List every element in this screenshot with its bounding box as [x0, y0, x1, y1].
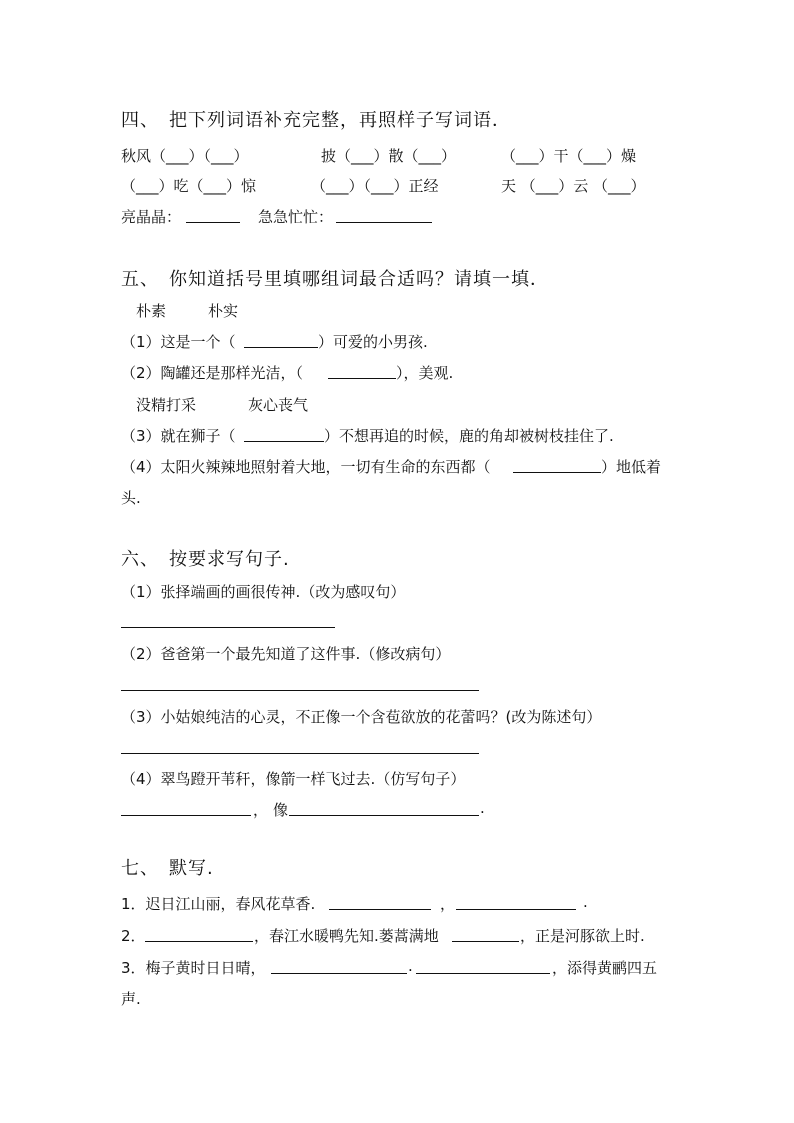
s5-q3-part-a: （3）就在狮子（ [121, 427, 236, 445]
s7-line3-dot: . [408, 957, 413, 975]
s5-q4-blank[interactable] [513, 472, 601, 473]
s4-row2-item2: （___）（___）正经 [311, 177, 439, 195]
s7-line3-blank-a[interactable] [271, 973, 407, 974]
s4-row2-item3: 天 （___）云 （___） [501, 177, 646, 195]
s6-q1: （1）张择端画的画很传神.（改为感叹句） [121, 583, 406, 601]
s5-q1-blank[interactable] [244, 347, 318, 348]
s6-q2-answer-line[interactable] [121, 690, 479, 691]
s6-q4-comma: ， [253, 801, 269, 819]
s5-q4-part-b: ）地低着 [601, 458, 662, 476]
s7-line2-blank-a[interactable] [145, 941, 253, 942]
s4-row2-item1: （___）吃（___）惊 [121, 177, 257, 195]
section-4-title: 四、 把下列词语补充完整，再照样子写词语． [121, 110, 511, 131]
s7-line2-part-b: ，春江水暖鸭先知.蒌蒿满地 [254, 927, 439, 945]
s6-q4-like: 像 [273, 801, 289, 819]
s6-q4-end: . [480, 799, 485, 817]
s4-row1-item3: （___）干（___）燥 [501, 147, 637, 165]
s5-q3-blank[interactable] [244, 441, 324, 442]
s4-row1-item2: 披（___）散（___） [321, 147, 457, 165]
s5-q4-part-a: （4）太阳火辣辣地照射着大地，一切有生命的东西都（ [121, 458, 491, 476]
s6-q4: （4）翠鸟蹬开苇秆，像箭一样飞过去.（仿写句子） [121, 770, 466, 788]
s4-row3-blank-a[interactable] [186, 222, 240, 223]
s6-q3: （3）小姑娘纯洁的心灵，不正像一个含苞欲放的花蕾吗？(改为陈述句） [121, 708, 602, 726]
s5-q3-part-b: ）不想再追的时候，鹿的角却被树枝挂住了. [324, 427, 614, 445]
s6-q3-answer-line[interactable] [121, 753, 479, 754]
s5-word-choice-1a: 朴素 [136, 302, 167, 320]
s7-line2-part-c: ，正是河豚欲上时. [520, 927, 645, 945]
s5-q2-part-a: （2）陶罐还是那样光洁，（ [121, 364, 304, 382]
s7-line3-part-c: ，添得黄鹂四五 [552, 959, 658, 977]
s4-row3-blank-b[interactable] [336, 222, 432, 223]
s5-q1-part-a: （1）这是一个（ [121, 333, 236, 351]
section-5-title: 五、 你知道括号里填哪组词最合适吗？请填一填． [121, 269, 549, 290]
s7-line3-part-d: 声. [121, 990, 141, 1008]
section-6-title: 六、 按要求写句子. [121, 549, 290, 570]
s5-q2-blank[interactable] [328, 378, 396, 379]
s7-line1-blank-b[interactable] [456, 909, 576, 910]
s7-line1-comma: ， [440, 895, 456, 913]
s6-q2: （2）爸爸第一个最先知道了这件事.（修改病句） [121, 645, 451, 663]
s6-q4-blank-b[interactable] [289, 815, 479, 816]
s5-q4-part-c: 头. [121, 489, 141, 507]
s5-q1-part-b: ）可爱的小男孩. [318, 333, 428, 351]
s5-q2-part-b: ），美观. [396, 364, 454, 382]
s5-word-choice-1b: 朴实 [208, 302, 239, 320]
s6-q4-blank-a[interactable] [121, 815, 251, 816]
s7-line2-blank-b[interactable] [452, 941, 519, 942]
section-7-title: 七、 默写. [121, 858, 214, 879]
s4-row3-label-b: 急急忙忙： [258, 208, 334, 226]
s4-row1-item1: 秋风（___）（___） [121, 147, 249, 165]
s7-line1-blank-a[interactable] [329, 909, 431, 910]
s7-line3-part-a: 3．梅子黄时日日晴， [121, 959, 266, 977]
s7-line3-blank-b[interactable] [416, 973, 550, 974]
s4-row3-label-a: 亮晶晶： [121, 208, 182, 226]
s5-word-choice-2a: 没精打采 [136, 396, 197, 414]
s7-line1-end: . [583, 893, 588, 911]
s7-line1-part-a: 1．迟日江山丽，春风花草香. [121, 895, 316, 913]
s7-line2-part-a: 2． [121, 927, 146, 945]
s6-q1-answer-line[interactable] [121, 627, 335, 628]
s5-word-choice-2b: 灰心丧气 [248, 396, 309, 414]
